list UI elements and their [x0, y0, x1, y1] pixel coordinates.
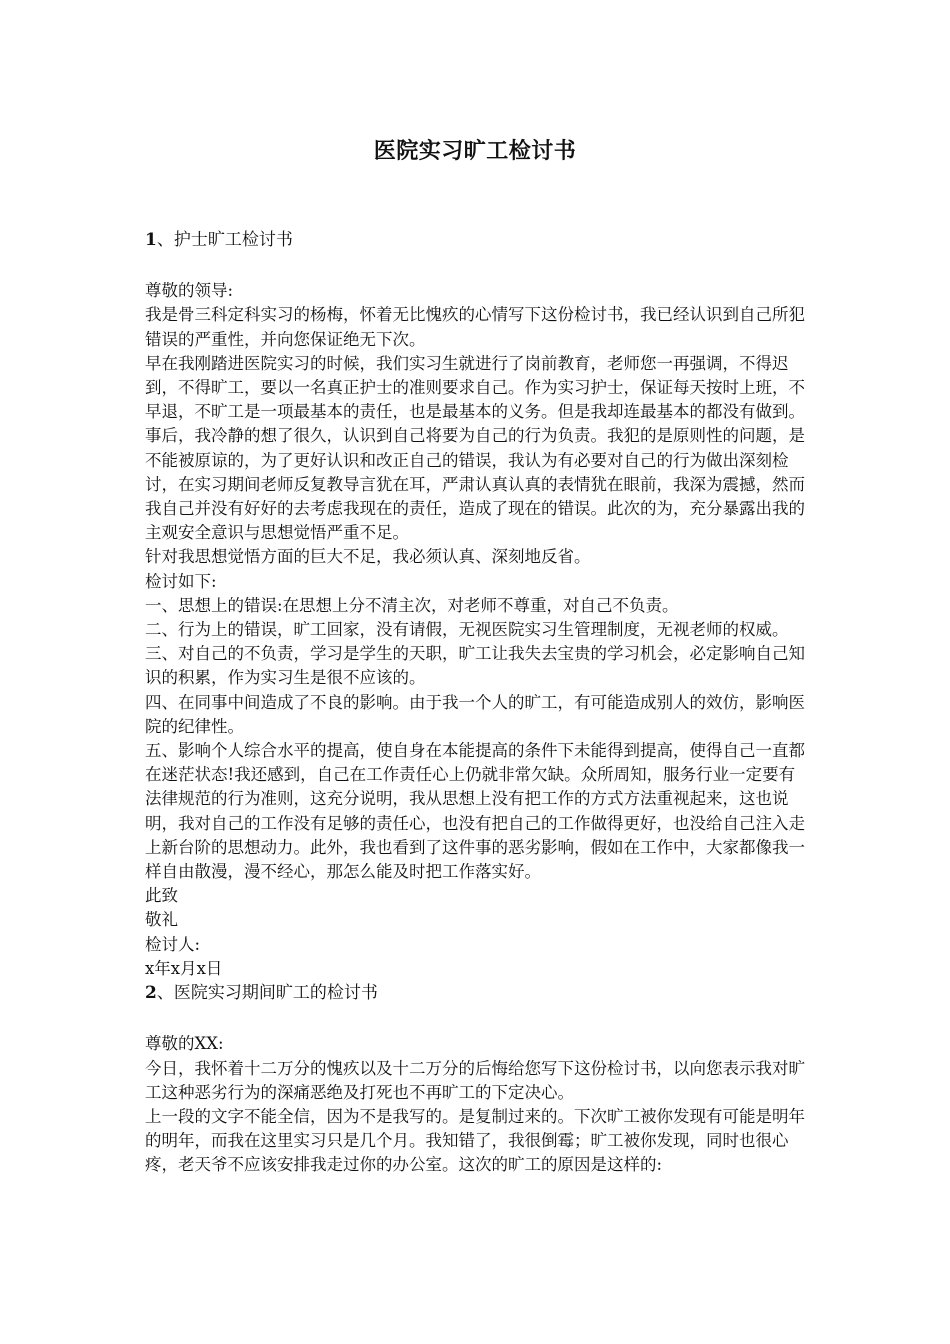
section-1-regards: 敬礼: [145, 910, 178, 930]
section-1-heading: [145, 228, 805, 252]
section-2-salutation: 尊敬的XX:: [145, 1034, 224, 1054]
section-1-heading-text: 、护士旷工检讨书: [156, 230, 293, 250]
section-1-salutation: 尊敬的领导:: [145, 281, 234, 301]
document-title: 医院实习旷工检讨书: [373, 138, 577, 164]
section-2-paragraph: 上一段的文字不能全信，因为不是我写的。是复制过来的。下次旷工被你发现有可能是明年的明年，而我在这里实习只是几个月。我知错了，我很倒霉；旷工被你发现，同时也很心疼，老天爷不应该安排我走过你的办公室。这次的旷工的原因是这样的:: [145, 1106, 805, 1175]
section-1-signer-label: 检讨人:: [145, 934, 201, 954]
section-1-closing: 此致: [145, 886, 178, 906]
section-1-paragraph: 早在我刚踏进医院实习的时候，我们实习生就进行了岗前教育，老师您一再强调，不得迟到，不得旷工，要以一名真正护士的准则要求自己。作为实习护士，保证每天按时上班，不早退，不旷工是一项最基本的责任，也是最基本的义务。但是我却连最基本的都没有做到。事后，我冷静的想了很久，认识到自己将要为自己的行为负责。我犯的是原则性的问题，是不能被原谅的，为了更好认识和改正自己的错误，我认为有必要对自己的行为做出深刻检讨，在实习期间老师反复教导言犹在耳，严肃认真认真的表情犹在眼前，我深为震撼，然而我自己并没有好好的去考虑我现在的责任，造成了现在的错误。此次的为，充分暴露出我的主观安全意识与思想觉悟严重不足。: [145, 353, 805, 543]
section-2-heading: [145, 981, 805, 1005]
section-1-paragraph: 我是骨三科定科实习的杨梅，怀着无比愧疚的心情写下这份检讨书，我已经认识到自己所犯错误的严重性，并向您保证绝无下次。: [145, 305, 805, 349]
section-1-paragraph: 针对我思想觉悟方面的巨大不足，我必须认真、深刻地反省。: [145, 547, 591, 567]
section-1-date: x年x月x日: [145, 958, 223, 978]
section-1-paragraph: 一、思想上的错误:在思想上分不清主次，对老师不尊重，对自己不负责。: [145, 595, 679, 615]
section-2-heading-text: 、医院实习期间旷工的检讨书: [156, 983, 378, 1004]
section-1-paragraph: 二、行为上的错误，旷工回家，没有请假，无视医院实习生管理制度，无视老师的权威。: [145, 620, 789, 640]
section-1-paragraph: 三、对自己的不负责，学习是学生的天职，旷工让我失去宝贵的学习机会，必定影响自己知识的积累，作为实习生是很不应该的。: [145, 644, 805, 688]
section-2-paragraph: 今日，我怀着十二万分的愧疚以及十二万分的后悔给您写下这份检讨书，以向您表示我对旷工这种恶劣行为的深痛恶绝及打死也不再旷工的下定决心。: [145, 1058, 805, 1102]
section-1-number: 1: [145, 230, 157, 250]
section-1-paragraph: 检讨如下:: [145, 571, 217, 591]
section-2-number: 2: [145, 983, 157, 1004]
section-1-paragraph: 五、影响个人综合水平的提高，使自身在本能提高的条件下未能得到提高，使得自己一直都在迷茫状态!我还感到，自己在工作责任心上仍就非常欠缺。众所周知，服务行业一定要有法律规范的行为准则，这充分说明，我从思想上没有把工作的方式方法重视起来，这也说明，我对自己的工作没有足够的责任心，也没有把自己的工作做得更好，也没给自己注入走上新台阶的思想动力。此外，我也看到了这件事的恶劣影响，假如在工作中，大家都像我一样自由散漫，漫不经心，那怎么能及时把工作落实好。: [145, 741, 805, 882]
document-body: [145, 228, 805, 1178]
section-1-paragraph: 四、在同事中间造成了不良的影响。由于我一个人的旷工，有可能造成别人的效仿，影响医院的纪律性。: [145, 692, 805, 736]
